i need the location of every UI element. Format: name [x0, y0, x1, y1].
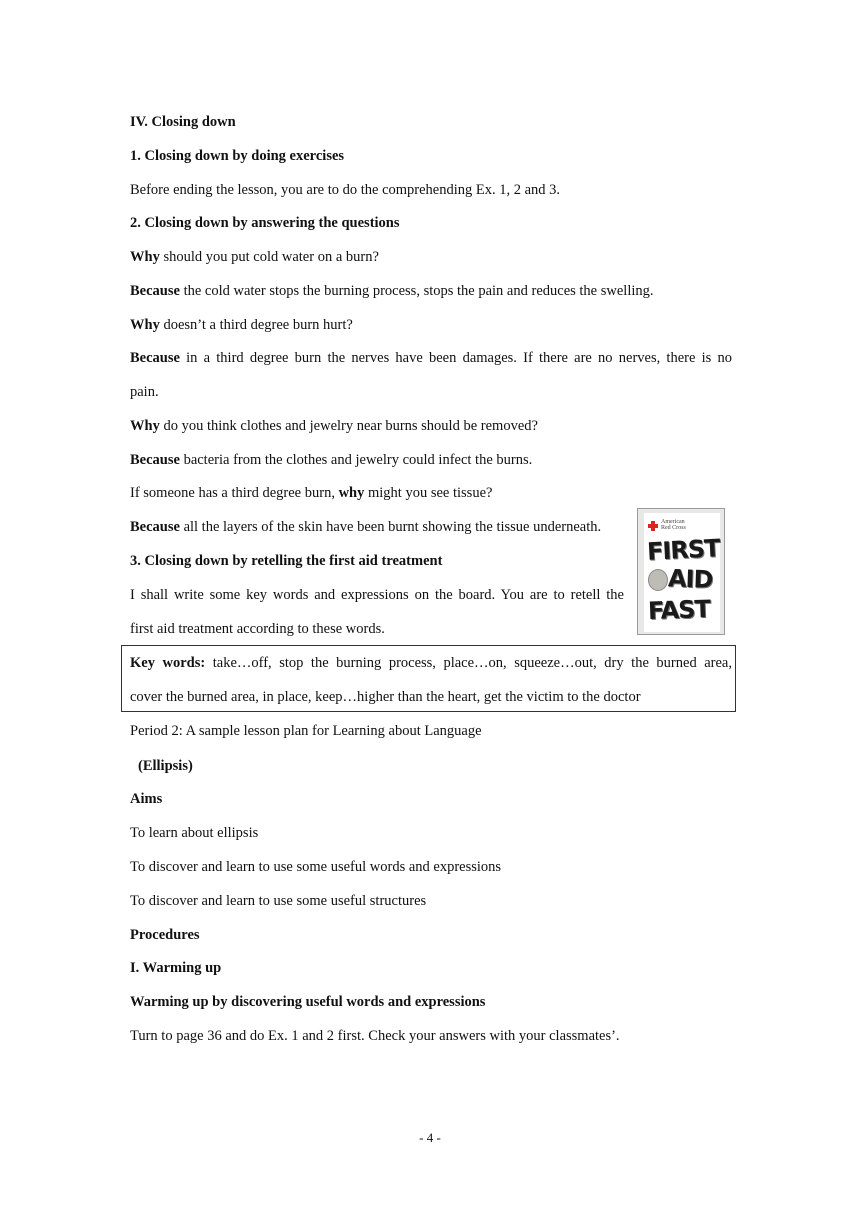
answer-2-keyword: Because [130, 350, 180, 366]
answer-1-keyword: Because [130, 283, 180, 299]
answer-4-keyword: Because [130, 519, 180, 535]
question-1-keyword: Why [130, 249, 160, 265]
question-3-keyword: Why [130, 418, 160, 434]
answer-3-text: bacteria from the clothes and jewelry could infect the burns. [179, 452, 533, 468]
question-2-text: doesn’t a third degree burn hurt? [159, 317, 353, 333]
sub2-heading: 2. Closing down by answering the questions [130, 215, 400, 231]
cover-org-line-1: American [661, 519, 685, 525]
cover-word-aid: AID [667, 564, 713, 594]
key-words-line-2: cover the burned area, in place, keep…higher than the heart, get the victim to the doctor [130, 689, 641, 705]
answer-2-line-2: pain. [130, 384, 159, 400]
sub3-heading: 3. Closing down by retelling the first aid treatment [130, 553, 443, 569]
question-4 [130, 483, 492, 503]
answer-3-keyword: Because [130, 452, 180, 468]
cover-word-fast: FAST [647, 594, 711, 626]
cartoon-doodle-icon [648, 569, 668, 591]
page-number: - 4 - [419, 1130, 441, 1145]
cover-word-first: FIRST [646, 534, 721, 566]
period2-title: Period 2: A sample lesson plan for Learning about Language [130, 723, 482, 739]
step1-subheading: Warming up by discovering useful words and expressions [130, 994, 486, 1010]
question-4-text: might you see tissue? [364, 485, 493, 501]
answer-4-text: all the layers of the skin have been burnt showing the tissue underneath. [179, 519, 602, 535]
question-3-text: do you think clothes and jewelry near burns should be removed? [159, 418, 538, 434]
section-heading: IV. Closing down [130, 114, 236, 130]
question-2-keyword: Why [130, 317, 160, 333]
question-1 [130, 247, 379, 267]
period2-subtitle: (Ellipsis) [138, 758, 193, 774]
sub3-text-line-1: I shall write some key words and expressions on the board. You are to retell the [130, 587, 624, 603]
cover-org-line-2: Red Cross [661, 525, 686, 531]
key-words-line-1 [130, 653, 732, 673]
sub1-text: Before ending the lesson, you are to do the comprehending Ex. 1, 2 and 3. [130, 182, 561, 198]
step1-text: Turn to page 36 and do Ex. 1 and 2 first. Check your answers with your classmates’. [130, 1028, 620, 1044]
question-4-keyword: why [338, 485, 365, 501]
aims-heading: Aims [130, 791, 163, 807]
answer-2-line-1 [130, 348, 732, 368]
procedures-heading: Procedures [130, 927, 200, 943]
first-aid-book-cover-image [637, 508, 725, 635]
question-1-text: should you put cold water on a burn? [159, 249, 379, 265]
answer-1-text: the cold water stops the burning process, stops the pain and reduces the swelling. [179, 283, 654, 299]
aim-1: To learn about ellipsis [130, 825, 259, 841]
question-3 [130, 416, 538, 436]
cover-organization [661, 519, 711, 531]
book-cover-face [644, 513, 720, 632]
answer-4 [130, 517, 601, 537]
aim-3: To discover and learn to use some useful structures [130, 893, 427, 909]
answer-1 [130, 281, 654, 301]
key-words-text-1: take…off, stop the burning process, place…on, squeeze…out, dry the burned area, [205, 655, 732, 671]
red-cross-icon-vertical [651, 521, 655, 531]
key-words-label: Key words: [130, 655, 206, 671]
question-2 [130, 315, 353, 335]
sub1-heading: 1. Closing down by doing exercises [130, 148, 345, 164]
answer-3 [130, 450, 532, 470]
sub3-text-line-2: first aid treatment according to these words. [130, 621, 385, 637]
aim-2: To discover and learn to use some useful words and expressions [130, 859, 502, 875]
step1-heading: I. Warming up [130, 960, 222, 976]
answer-2-text: in a third degree burn the nerves have been damages. If there are no nerves, there is no [179, 350, 732, 366]
question-4-lead: If someone has a third degree burn, [130, 485, 339, 501]
